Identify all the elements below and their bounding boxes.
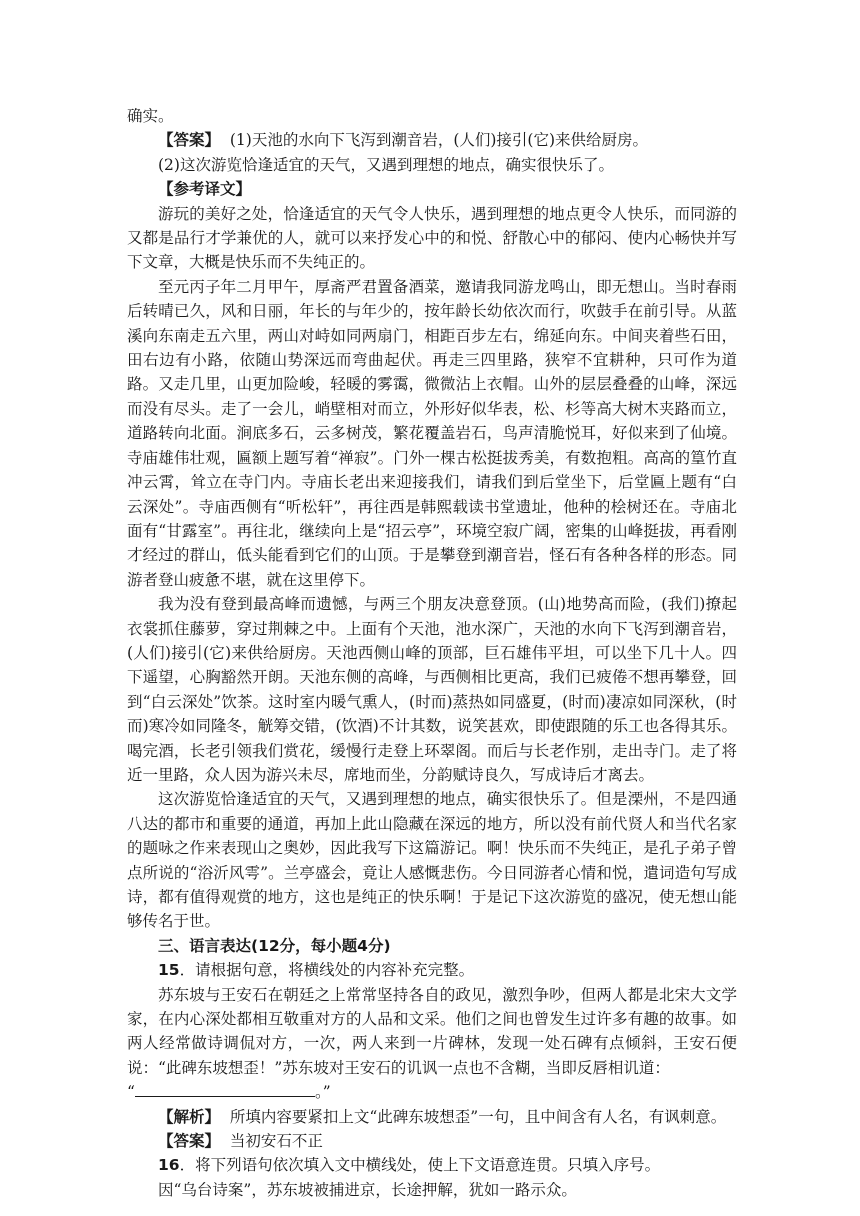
question-number: 15: [158, 961, 180, 980]
answer-line-15: [127, 1129, 737, 1153]
question-15-body: 苏东坡与王安石在朝廷之上常常坚持各自的政见，激烈争吵，但两人都是北宋大文学家，在内心深处都相互敬重对方的人品和文采。他们之间也曾发生过许多有趣的故事。如两人经常做诗调侃对方，一次，两人来到一片碑林，发现一处石碑有点倾斜，王安石便说：“此碑东坡想歪！”苏东坡对王安石的讥讽一点也不含糊，当即反唇相讥道：: [127, 985, 737, 1077]
answer-line-2: (2)这次游览恰逢适宜的天气，又遇到理想的地点，确实很快乐了。: [158, 155, 614, 174]
translation-paragraph-2: 至元丙子年二月甲午，厚斋严君置备酒菜，邀请我同游龙鸣山，即无想山。当时春雨后转晴已久，风和日丽，年长的与年少的，按年龄长幼依次而行，吹鼓手在前引导。从蓝溪向东南走五六里，两山对峙如同两扇门，相距百步左右，绵延向东。中间夹着些石田，田右边有小路，依随山势深远而弯曲起伏。再走三四里路，狭窄不宜耕种，只可作为道路。又走几里，山更加险峻，轻暖的雾霭，微微沾上衣帽。山外的层层叠叠的山峰，深远而没有尽头。走了一会儿，峭壁相对而立，外形好似华表，松、杉等高大树木夹路而立，道路转向北面。涧底多石，云多树茂，繁花覆盖岩石，鸟声清脆悦耳，好似来到了仙境。寺庙雄伟壮观，匾额上题写着“禅寂”。门外一棵古松挺拔秀美，有数抱粗。高高的篁竹直冲云霄，耸立在寺门内。寺庙长老出来迎接我们，请我们到后堂坐下，后堂匾上题有“白云深处”。寺庙西侧有“听松轩”，再往西是韩熙载读书堂遗址，他种的桧树还在。寺庙北面有“甘露室”。再往北，继续向上是“招云亭”，环境空寂广阔，密集的山峰挺拔，再看刚才经过的群山，低头能看到它们的山顶。于是攀登到潮音岩，怪石有各种各样的形态。同游者登山疲惫不堪，就在这里停下。: [127, 277, 737, 589]
section-heading: 三、语言表达(12分，每小题4分): [158, 936, 391, 955]
analysis-text: 所填内容要紧扣上文“此碑东坡想歪”一句，且中间含有人名，有讽刺意。: [229, 1107, 727, 1126]
text-line: 确实。: [127, 107, 174, 125]
answer-blank[interactable]: [135, 1082, 315, 1097]
answer-tag: 【答案】: [158, 131, 221, 150]
translation-paragraph-4: 这次游览恰逢适宜的天气，又遇到理想的地点，确实很快乐了。但是溧州，不是四通八达的都市和重要的通道，再加上此山隐藏在深远的地方，所以没有前代贤人和当代名家的题咏之作来表现山之奥妙，因此我写下这篇游记。啊！快乐而不失纯正，是孔子弟子曾点所说的“浴沂风雩”。兰亭盛会，竟让人感慨悲伤。今日同游者心情和悦，遣词造句写成诗，都有值得观赏的地方，这也是纯正的快乐啊！于是记下这次游览的盛况，使无想山能够传名于世。: [127, 790, 737, 931]
close-quote: 。”: [314, 1083, 331, 1102]
translation-heading: [127, 177, 737, 201]
answer-text: 当初安石不正: [229, 1132, 323, 1151]
answer-line: [127, 128, 737, 152]
answer-tag: 【答案】: [158, 1132, 221, 1151]
analysis-tag: 【解析】: [158, 1107, 221, 1126]
question-number: 16: [158, 1156, 180, 1175]
translation-tag: 【参考译文】: [158, 180, 252, 199]
document-body: [127, 104, 737, 1202]
answer-text: (1)天池的水向下飞泻到潮音岩，(人们)接引(它)来供给厨房。: [229, 131, 649, 150]
question-16: [127, 1153, 737, 1177]
translation-paragraph-1: 游玩的美好之处，恰逢适宜的天气令人快乐，遇到理想的地点更令人快乐，而同游的又都是品行才学兼优的人，就可以来抒发心中的和悦、舒散心中的郁闷、使内心畅快并写下文章，大概是快乐而不失纯正的。: [127, 204, 737, 272]
translation-paragraph-3: 我为没有登到最高峰而遗憾，与两三个朋友决意登顶。(山)地势高而险，(我们)撩起衣裳抓住藤萝，穿过荆棘之中。上面有个天池，池水深广，天池的水向下飞泻到潮音岩，(人们)接引(它)来供给厨房。天池西侧山峰的顶部，巨石雄伟平坦，可以坐下几十人。四下遥望，心胸豁然开朗。天池东侧的高峰，与西侧相比更高，我们已疲倦不想再攀登，回到“白云深处”饮茶。这时室内暖气熏人，(时而)蒸热如同盛夏，(时而)凄凉如同深秋，(时而)寒冷如同隆冬，觥筹交错，(饮酒)不计其数，说笑甚欢，即使跟随的乐工也各得其乐。喝完酒，长老引领我们赏花，缓慢行走登上环翠阁。而后与长老作别，走出寺门。走了将近一里路，众人因为游兴未尽，席地而坐，分韵赋诗良久，写成诗后才离去。: [127, 595, 737, 784]
question-prompt: ．请根据句意，将横线处的内容补充完整。: [179, 961, 475, 980]
analysis-line: [127, 1105, 737, 1129]
question-15: [127, 958, 737, 982]
question-15-blank-line: [127, 1080, 737, 1104]
question-prompt: ．将下列语句依次填入文中横线处，使上下文语意连贯。只填入序号。: [179, 1156, 661, 1175]
question-16-body: 因“乌台诗案”，苏东坡被捕进京，长途押解，犹如一路示众。: [158, 1180, 577, 1199]
open-quote: “: [127, 1083, 135, 1102]
